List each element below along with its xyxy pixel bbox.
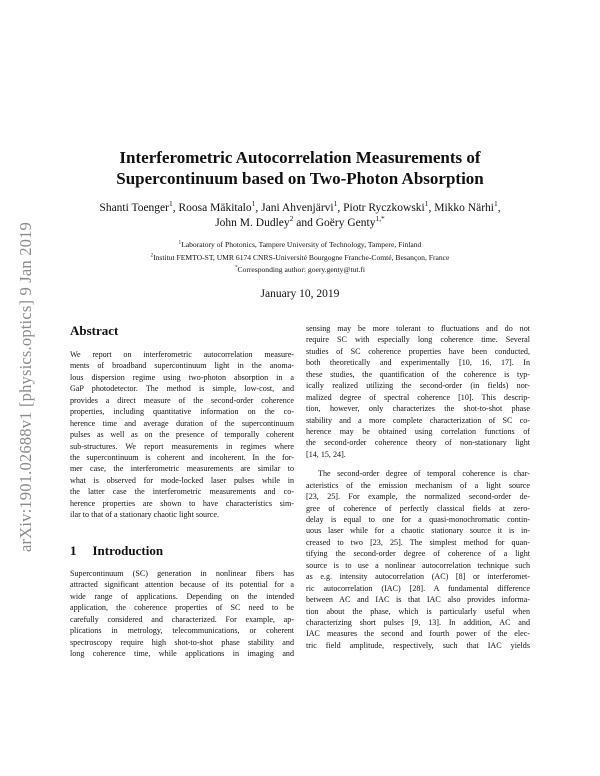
abstract-line: lous dispersion regime using two-photon absorption in a: [70, 372, 294, 382]
right-paragraph-1-line: tion, however, only characterizes the shot-to-shot phase: [306, 404, 530, 414]
author-affiliation-mark: 1: [251, 199, 256, 209]
affiliation-2: [70, 252, 530, 265]
right-paragraph-2-line: creased to two [23, 25]. The simplest method for quan-: [306, 537, 530, 547]
affiliation-1: [70, 239, 530, 252]
right-paragraph-2-line: tifying the second-order degree of coherence of a light: [306, 549, 530, 559]
right-paragraph-1-line: both theoretically and experimentally [10, 16, 17]. In: [306, 358, 530, 368]
right-paragraph-2-line: source is to use a nonlinear autocorrelation technique such: [306, 560, 530, 570]
right-paragraph-2-line: gree of coherence of perfectly classical fields at zero-: [306, 503, 530, 513]
abstract-line: properties, including quantitative information on the co-: [70, 407, 294, 417]
introduction-heading: [70, 543, 163, 559]
right-column-body: [306, 323, 530, 651]
corresponding-author: [70, 264, 530, 277]
arxiv-identifier: arXiv:1901.02688v1 [physics.optics] 9 Jan 2019: [16, 222, 35, 552]
introduction-line: Supercontinuum (SC) generation in nonlinear fibers has: [70, 569, 294, 578]
introduction-line: spectroscopy require high shot-to-shot phase stability and: [70, 637, 294, 647]
right-paragraph-2-line: as e.g. intensity autocorrelation (AC) [8] or interferomet-: [306, 572, 530, 582]
right-paragraph-2-line: [23, 25]. For example, the normalized second-order de-: [306, 492, 530, 502]
author-name: John M. Dudley: [215, 217, 290, 229]
right-paragraph-1-line: sensing may be more tolerant to fluctuations and do not: [306, 324, 530, 333]
abstract-line: ments of broadband supercontinuum light in the anoma-: [70, 361, 294, 371]
right-paragraph-2-line: tion about the phase, which is particularly useful when: [306, 606, 530, 616]
affiliation-mark: 1: [178, 240, 182, 246]
affiliation-text: Corresponding author: goery.genty@tut.fi: [237, 265, 366, 274]
publication-date: January 10, 2019: [260, 288, 340, 300]
author-affiliation-mark: 1: [333, 199, 338, 209]
abstract-line: the supercontinuum is coherent and incoherent. In the for-: [70, 452, 294, 462]
right-paragraph-2-line: ric autocorrelation (IAC) [28]. A fundamental difference: [306, 583, 530, 593]
introduction-line: attracted significant attention because of its potential for a: [70, 580, 294, 590]
abstract-line: what is observed for mode-locked laser pulses while in: [70, 475, 294, 485]
introduction-body: [70, 568, 294, 660]
introduction-line: long coherence time, while applications in imaging and: [70, 649, 294, 659]
author-name: Jani Ahvenjärvi: [261, 202, 334, 214]
author-affiliation-mark: 1: [493, 199, 498, 209]
title-line-2: Supercontinuum based on Two-Photon Absorption: [116, 169, 484, 188]
right-paragraph-1-line: [14, 15, 24].: [306, 449, 346, 459]
right-paragraph-2-line: tric field amplitude, respectively, such that IAC yields: [306, 640, 530, 650]
abstract-line: provides a direct measure of the second-order coherence: [70, 395, 294, 405]
abstract-line: We report on interferometric autocorrelation measure-: [70, 350, 294, 359]
abstract-line: GaP photodetector. The method is simple, low-cost, and: [70, 384, 294, 394]
affiliation-text: Institut FEMTO-ST, UMR 6174 CNRS-Université Bourgogne Franche-Comté, Besançon, France: [153, 252, 450, 262]
right-paragraph-2-line: IAC measures the second and fourth power of the elec-: [306, 629, 530, 639]
right-paragraph-1-line: malized degree of spectral coherence [10]. This descrip-: [306, 392, 530, 402]
author-line-1: Shanti Toenger$^1$, Roosa Mäkitalo$^1$, Jani Ahvenjärvi$^1$, Piotr Ryczkowski$^1$, Mikko Närhi$^1$,: [99, 199, 501, 214]
right-paragraph-1-line: require SC with especially long coherence time. Several: [306, 335, 530, 345]
title-line-1: Interferometric Autocorrelation Measurements of: [119, 148, 481, 167]
paper-title: [70, 147, 530, 189]
author-name: Shanti Toenger: [99, 202, 169, 214]
author-name: Mikko Närhi: [434, 202, 494, 214]
author-name: Piotr Ryczkowski: [343, 202, 425, 214]
right-paragraph-1-line: ically realized utilizing the second-order (in fields) nor-: [306, 381, 530, 391]
abstract-body: [70, 349, 294, 521]
paragraph-gap: [306, 460, 530, 468]
author-affiliation-mark: 1: [169, 199, 173, 209]
right-paragraph-1-line: studies of SC coherence properties have been conducted,: [306, 346, 530, 356]
right-paragraph-2-line: characterizing short pulses [9, 13]. In addition, AC and: [306, 617, 530, 627]
section-number: 1: [70, 543, 77, 558]
abstract-line: mer case, the interferometric measurements are similar to: [70, 464, 294, 474]
introduction-line: application, the coherence properties of SC need to be: [70, 603, 294, 613]
author-affiliation-mark: 1: [424, 199, 429, 209]
author-affiliation-mark: 2: [289, 214, 294, 224]
right-paragraph-1-line: stability and a more complete characterization of SC co-: [306, 415, 530, 425]
author-name: Roosa Mäkitalo: [178, 202, 252, 214]
abstract-line: sub-structures. We report measurements in regimes where: [70, 441, 294, 451]
affiliation-mark: *: [234, 265, 238, 271]
introduction-line: plications in metrology, telecommunications, or coherent: [70, 626, 294, 636]
author-line-2: John M. Dudley$^2$ and Goëry Genty$^{1,*}$: [215, 214, 385, 229]
abstract-line: herence time and average duration of the supercontinuum: [70, 418, 294, 428]
abstract-line: the latter case the interferometric measurements and co-: [70, 487, 294, 497]
author-affiliation-mark: 1,*: [375, 214, 385, 224]
abstract-heading: Abstract: [70, 323, 119, 338]
affiliations: [70, 239, 530, 277]
section-title: Introduction: [92, 543, 164, 558]
right-paragraph-1-line: herence may be obtained using correlation functions of: [306, 426, 530, 436]
author-list: [70, 201, 530, 231]
right-paragraph-1-line: the second-order coherence theory of non-stationary light: [306, 438, 530, 448]
affiliation-text: Laboratory of Photonics, Tampere University of Technology, Tampere, Finland: [181, 240, 422, 249]
introduction-line: wide range of applications. Depending on the intended: [70, 591, 294, 601]
abstract-line: herence properties are shown to have characteristics sim-: [70, 498, 294, 508]
affiliation-mark: 2: [150, 252, 154, 258]
right-paragraph-2-line: The second-order degree of temporal coherence is char-: [318, 469, 530, 479]
right-paragraph-2-line: uous laser while for a chaotic stationary source it is in-: [306, 526, 530, 536]
abstract-line: ilar to that of a stationary chaotic light source.: [70, 510, 220, 520]
abstract-line: pulses as well as on the presence of temporally coherent: [70, 430, 294, 440]
right-paragraph-2-line: delay is equal to one for a quasi-monochromatic contin-: [306, 515, 530, 524]
right-paragraph-2-line: acteristics of the emission mechanism of a light source: [306, 480, 530, 490]
arxiv-identifier-sidebar: [11, 172, 41, 602]
introduction-line: carefully considered and characterized. For example, ap-: [70, 614, 294, 624]
right-paragraph-2-line: between AC and IAC is that IAC also provides informa-: [306, 595, 530, 605]
author-name: Goëry Genty: [315, 217, 376, 229]
right-paragraph-1-line: these studies, the quantification of the coherence is typ-: [306, 369, 530, 379]
